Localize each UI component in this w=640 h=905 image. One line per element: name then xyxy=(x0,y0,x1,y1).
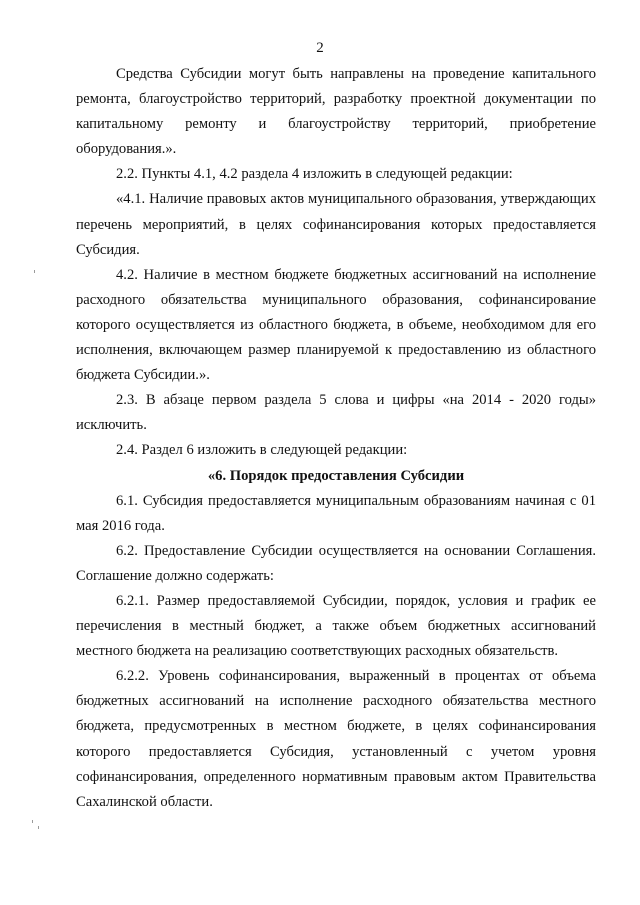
scan-speck xyxy=(38,826,39,829)
paragraph-2-2: 2.2. Пункты 4.1, 4.2 раздела 4 изложить в следующей редакции: xyxy=(116,166,513,183)
scan-speck xyxy=(34,270,35,273)
paragraph-4-1: «4.1. Наличие правовых актов муниципального образования, утверждающих перечень мероприятий, в целях софинансирования которых предоставляется Субсидия. xyxy=(76,191,596,258)
page-number: 2 xyxy=(316,40,324,56)
paragraph-6-2: 6.2. Предоставление Субсидии осуществляется на основании Соглашения. Соглашение должно содержать: xyxy=(76,542,596,584)
paragraph-6-1: 6.1. Субсидия предоставляется муниципальным образованиям начиная с 01 мая 2016 года. xyxy=(76,492,596,534)
paragraph-4-2: 4.2. Наличие в местном бюджете бюджетных ассигнований на исполнение расходного обязательства муниципального образования, софинансирование которого осуществляется из областного бюджета, в объеме, необходимом для его исполнения, включающем размер планируемой к предоставлению из областного бюджета Субсидии.». xyxy=(76,266,596,384)
paragraph-6-2-1: 6.2.1. Размер предоставляемой Субсидии, порядок, условия и график ее перечисления в местный бюджет, а также объем бюджетных ассигнований местного бюджета на реализацию соответствующих расходных обязательств. xyxy=(76,592,596,660)
scan-speck xyxy=(32,820,33,823)
document-body xyxy=(76,62,596,815)
paragraph-6-2-2: 6.2.2. Уровень софинансирования, выраженный в процентах от объема бюджетных ассигнований на исполнение расходного обязательства местного бюджета, предусмотренных в местном бюджете, в целях софинансирования которого предоставляется Субсидия, установленный с учетом уровня софинансирования, определенного нормативным правовым актом Правительства Сахалинской области. xyxy=(76,668,596,810)
paragraph-2-4: 2.4. Раздел 6 изложить в следующей редакции: xyxy=(116,442,408,459)
section-6-heading: «6. Порядок предоставления Субсидии xyxy=(207,467,465,484)
paragraph-2-3: 2.3. В абзаце первом раздела 5 слова и цифры «на 2014 - 2020 годы» исключить. xyxy=(76,392,596,434)
paragraph-subsidy-funds: Средства Субсидии могут быть направлены на проведение капитального ремонта, благоустройство территорий, разработку проектной документации по капитальному ремонту и благоустройству территорий, приобретение оборудования.». xyxy=(76,66,596,158)
